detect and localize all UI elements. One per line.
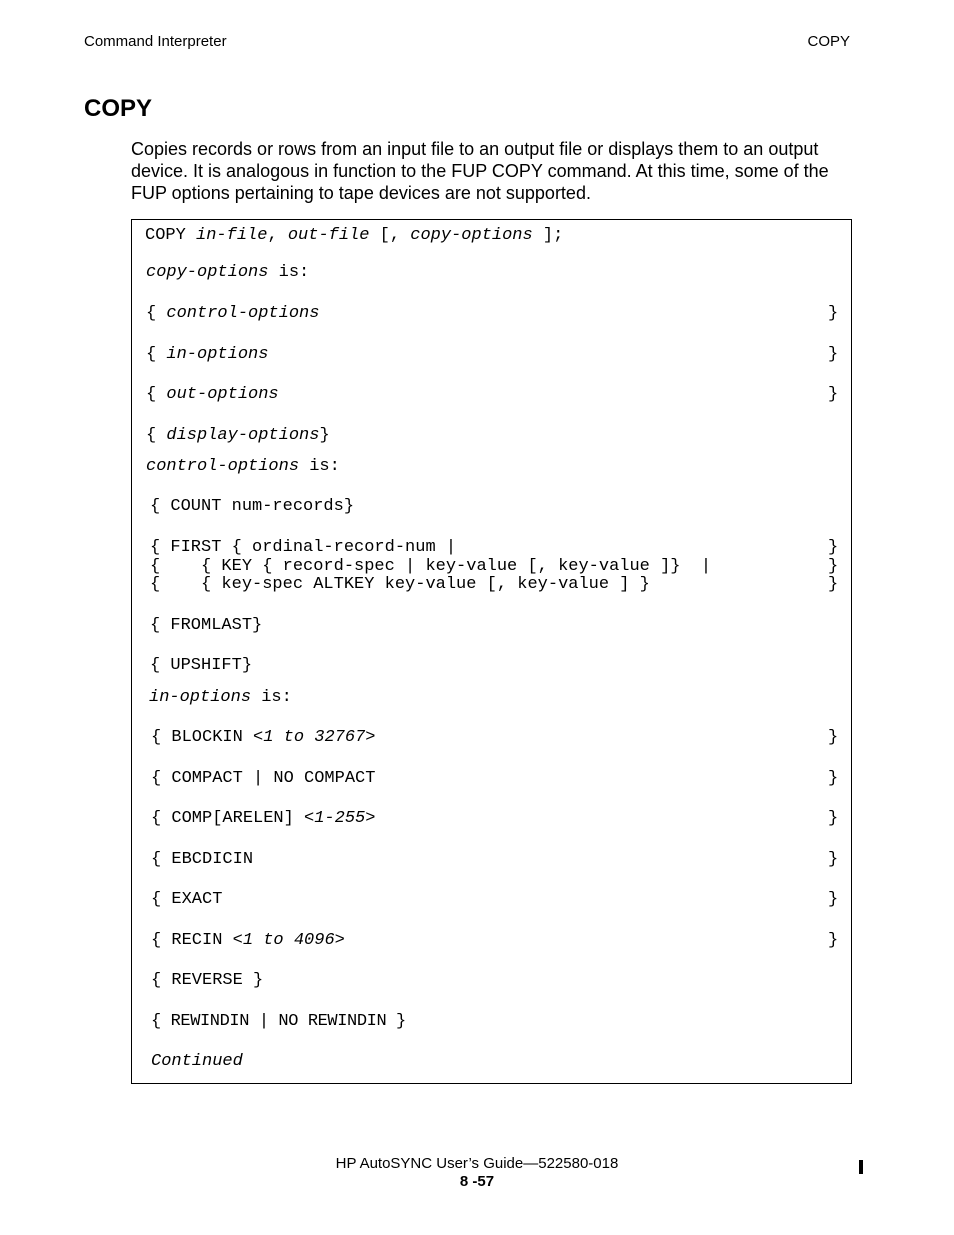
brace: } — [319, 426, 330, 445]
heading-is: is: — [299, 457, 340, 476]
option-arg: <1 to 4096> — [232, 931, 345, 950]
close-brace: } — [828, 345, 839, 364]
reverse-line: { REVERSE } — [151, 971, 264, 990]
option-arg: <1-255> — [304, 809, 376, 828]
syntax-punct: ]; — [532, 226, 564, 245]
syntax-out-file: out-file — [287, 226, 370, 245]
count-line: { COUNT num-records} — [150, 497, 355, 516]
close-brace: } — [828, 850, 839, 869]
syntax-copy-options: copy-options — [410, 226, 533, 245]
in-option-line — [151, 728, 375, 747]
heading-is: is: — [268, 263, 310, 282]
syntax-keyword: COPY — [145, 226, 197, 245]
copy-option-line — [146, 304, 319, 323]
in-options-heading — [149, 688, 292, 707]
in-option-line — [151, 890, 222, 909]
option-term: out-options — [166, 385, 279, 404]
option-text: { BLOCKIN — [151, 728, 254, 747]
close-brace: } — [828, 769, 839, 788]
brace: { — [146, 426, 167, 445]
first-line: { { key-spec ALTKEY key-value [, key-value ] } — [150, 575, 650, 594]
option-text: { COMPACT | NO COMPACT — [151, 769, 376, 788]
brace: { — [146, 345, 167, 364]
fromlast-line: { FROMLAST} — [150, 616, 263, 635]
first-line: { FIRST { ordinal-record-num | — [150, 538, 457, 557]
close-brace: } — [828, 575, 839, 594]
close-brace: } — [828, 931, 839, 950]
brace: { — [146, 385, 167, 404]
change-bar — [859, 1160, 863, 1174]
control-options-heading — [146, 457, 340, 476]
close-brace: } — [828, 809, 839, 828]
in-option-line — [151, 931, 345, 950]
syntax-punct: , — [267, 226, 288, 245]
upshift-line: { UPSHIFT} — [150, 656, 253, 675]
heading-term: control-options — [146, 457, 300, 476]
syntax-punct: [, — [369, 226, 411, 245]
close-brace: } — [828, 538, 839, 557]
option-text: { EBCDICIN — [151, 850, 254, 869]
close-brace: } — [828, 728, 839, 747]
heading-term: in-options — [149, 688, 252, 707]
heading-term: copy-options — [146, 263, 269, 282]
footer-guide-title: HP AutoSYNC User’s Guide—522580-018 — [335, 1155, 619, 1172]
in-option-line — [151, 850, 253, 869]
copy-option-line — [146, 426, 330, 445]
copy-option-line — [146, 345, 268, 364]
option-text: { COMP[ARELEN] — [151, 809, 305, 828]
syntax-box — [131, 219, 852, 1084]
syntax-line-copy — [145, 226, 563, 245]
option-text: { RECIN — [151, 931, 233, 950]
close-brace: } — [828, 557, 839, 576]
continued-label: Continued — [151, 1052, 243, 1071]
first-line: { { KEY { record-spec | key-value [, key-value ]} | — [150, 557, 712, 576]
running-header-chapter: Command Interpreter — [84, 33, 227, 50]
close-brace: } — [828, 385, 839, 404]
page-title: COPY — [84, 95, 153, 122]
heading-is: is: — [251, 688, 292, 707]
option-arg: <1 to 32767> — [253, 728, 376, 747]
option-term: display-options — [166, 426, 320, 445]
option-term: in-options — [166, 345, 269, 364]
syntax-in-file: in-file — [196, 226, 268, 245]
in-option-line — [151, 809, 375, 828]
copy-option-line — [146, 385, 279, 404]
in-option-line — [151, 769, 375, 788]
brace: { — [146, 304, 167, 323]
running-header-section: COPY — [807, 33, 850, 50]
option-term: control-options — [166, 304, 320, 323]
rewindin-line: { REWINDIN | NO REWINDIN } — [151, 1012, 406, 1031]
option-text: { EXACT — [151, 890, 223, 909]
description-paragraph: Copies records or rows from an input file to an output file or displays them to an output device. It is analogous in function to the FUP COPY command. At this time, some of the FUP options pertaining to tape devices are not supported. — [131, 139, 829, 203]
close-brace: } — [828, 304, 839, 323]
copy-options-heading — [146, 263, 309, 282]
footer-page-number: 8 -57 — [459, 1173, 495, 1190]
close-brace: } — [828, 890, 839, 909]
